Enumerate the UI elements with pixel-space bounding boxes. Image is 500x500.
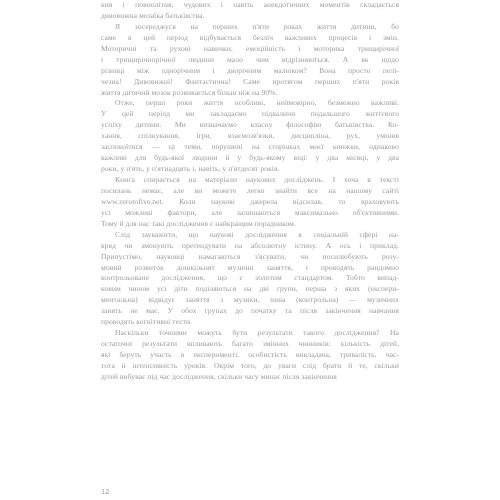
text-line: ментальна) відвідує заняття з музики, інша (контрольна) — музичних [101, 295, 399, 305]
text-line: Тому й для нас такі дослідження є найкращим порадником. [101, 218, 296, 228]
text-line: вряд чи змонують претендувати на абсолютну істину. А ось і приклад. [101, 240, 399, 250]
paragraph [101, 0, 399, 22]
text-line: хання, спілкування, ігри, взаємозв'язки, дисципліна, рух, уміння [101, 131, 399, 141]
text-line: і трищирічнорічної людини мало чим відрізняються. А як щодо [101, 54, 399, 64]
text-line: тота й інтенсивність уроків. Окрім того, до уваги слід брати й те, скільки [101, 360, 399, 370]
page-number: 12 [101, 487, 110, 496]
text-line: ковим чином усі діти поділяються на дві групи, перша з яких (експери- [101, 284, 399, 294]
text-line: www.zerotofive.net. Коли наукові джерела відсилав, то враховують [101, 196, 399, 206]
paragraph [101, 22, 399, 99]
text-line: проводять когнітивні тести. [101, 317, 193, 327]
text-line: дивовижна мозаїка батьківства. [101, 10, 205, 20]
text-line: роки, у п'ять, у п'ятнадцять і, навіть, у п'ятдесят років. [101, 164, 280, 174]
text-line: дітей вибуває під час дослідження, скільки часу минає після закінчення [101, 371, 337, 381]
text-line: кия і повнолітня, чудових і навіть анекдотичних моментів складається [101, 0, 399, 9]
text-line: занять не має. У обох групах до початку та після закінчення навчання [101, 306, 399, 316]
text-line: чезна! Дивовижні! Фантастична! Саме протягом перших п'яти років [101, 76, 399, 86]
text-line: саме в цей період відбувається безліч важливих процесів і змін. [101, 32, 399, 42]
paragraph [101, 230, 399, 328]
text-line: життя дитячий мозок розвивається більш ніж на 90%. [101, 87, 278, 97]
text-line: остаточні результати впливають багато змінних чинників: кількість дітей, [101, 339, 399, 349]
text-line: які беруть участь в експерименті, особистість викладача, тривалість, час- [101, 350, 399, 359]
body-text [101, 0, 399, 383]
text-line: Слід зауважити, що наукові дослідження в соціальній сфері на- [115, 229, 399, 239]
text-line: усі можливі фактори, але залишаються максимально об'єктивними. [101, 207, 399, 217]
text-line: Книга спирається на матеріали наукових досліджень. І хоча в тексті [115, 175, 399, 184]
text-line: У цей період ми закладаємо підвалини подальшого життєвого [101, 109, 399, 119]
text-line: Наскільки точними можуть бути результати такого дослідження? На [115, 328, 399, 338]
text-line: посилань немає, але ви можете легко знайти все на нашому сайті [101, 185, 399, 195]
paragraph [101, 175, 399, 230]
text-line: контрольоване дослідження, що є золотим стандартом. Тобто випад- [101, 273, 399, 283]
text-line: заспокоїтися — ці теми, порушені на сторінках моєї книжки, однаково [101, 142, 399, 152]
text-line: Отже, перші роки життя особливі, неймовірно, безмежно важливі. [115, 98, 399, 108]
paragraph [101, 98, 399, 175]
text-line: Я зосереджуся на перших п'яти роках життя дитини, бо [115, 21, 399, 31]
text-line: важливі для будь-якої людини й у будь-якому віці: у два місяці, у два [101, 153, 399, 163]
text-line: різниці між однорічним і дворічним малюком? Вона просто пелі- [101, 65, 399, 75]
text-line: мовий розвиток дошкільнят музичні заняття, і проводять рандомно [101, 262, 399, 272]
text-line: успіху дитини. Ми визначаємо власну філософію батьківства. Ко- [101, 120, 399, 130]
paragraph [101, 328, 399, 383]
text-line: Моторичні та рухові навички, емоційність і моторика трищирічної [101, 43, 399, 53]
text-line: Припустімо, науковці намагаються з'ясувати, чи посилюбують розу- [101, 251, 399, 261]
